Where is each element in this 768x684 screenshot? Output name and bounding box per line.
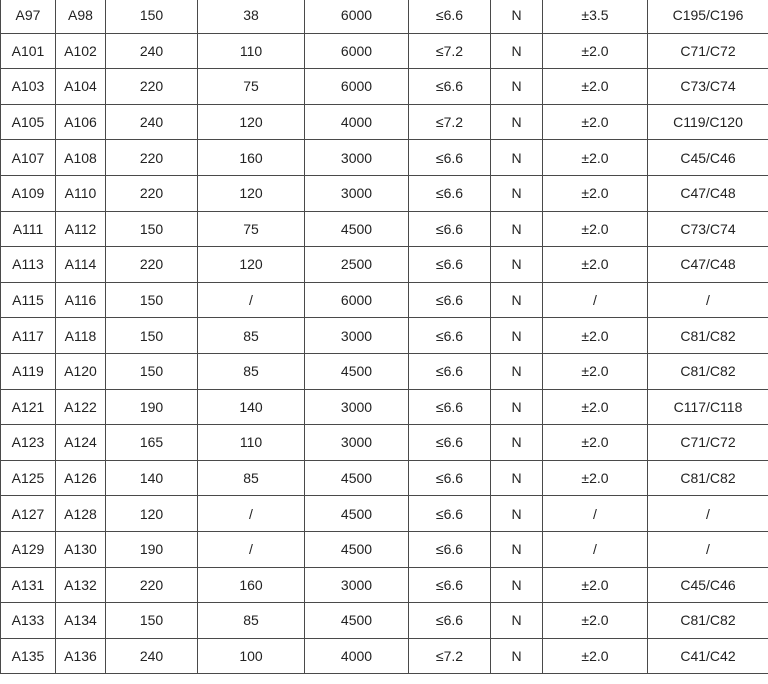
- table-row: [1, 567, 768, 603]
- value-1-cell: 220: [106, 247, 198, 283]
- code-cell: C119/C120: [648, 104, 768, 140]
- model-a-cell: A103: [1, 69, 56, 105]
- value-2-cell: 38: [198, 0, 305, 33]
- value-2-cell: 110: [198, 33, 305, 69]
- tolerance-cell: ±2.0: [543, 318, 648, 354]
- table-row: [1, 603, 768, 639]
- code-cell: C195/C196: [648, 0, 768, 33]
- flag-cell: N: [491, 638, 543, 674]
- tolerance-cell: ±2.0: [543, 247, 648, 283]
- table-row: [1, 0, 768, 33]
- flag-cell: N: [491, 247, 543, 283]
- flag-cell: N: [491, 603, 543, 639]
- table-row: [1, 496, 768, 532]
- model-a-cell: A117: [1, 318, 56, 354]
- tolerance-cell: ±2.0: [543, 140, 648, 176]
- tolerance-cell: ±2.0: [543, 567, 648, 603]
- flag-cell: N: [491, 496, 543, 532]
- model-b-cell: A98: [56, 0, 106, 33]
- flag-cell: N: [491, 33, 543, 69]
- model-b-cell: A130: [56, 531, 106, 567]
- value-3-cell: 3000: [305, 318, 409, 354]
- tolerance-cell: ±2.0: [543, 425, 648, 461]
- limit-cell: ≤7.2: [409, 33, 491, 69]
- model-b-cell: A104: [56, 69, 106, 105]
- value-3-cell: 2500: [305, 247, 409, 283]
- model-a-cell: A135: [1, 638, 56, 674]
- model-a-cell: A127: [1, 496, 56, 532]
- model-b-cell: A134: [56, 603, 106, 639]
- value-1-cell: 140: [106, 460, 198, 496]
- value-1-cell: 150: [106, 603, 198, 639]
- value-1-cell: 190: [106, 389, 198, 425]
- value-3-cell: 4500: [305, 460, 409, 496]
- model-b-cell: A108: [56, 140, 106, 176]
- model-a-cell: A121: [1, 389, 56, 425]
- tolerance-cell: ±2.0: [543, 389, 648, 425]
- flag-cell: N: [491, 211, 543, 247]
- limit-cell: ≤6.6: [409, 460, 491, 496]
- value-1-cell: 190: [106, 531, 198, 567]
- model-a-cell: A101: [1, 33, 56, 69]
- model-a-cell: A123: [1, 425, 56, 461]
- code-cell: /: [648, 496, 768, 532]
- model-b-cell: A112: [56, 211, 106, 247]
- model-a-cell: A109: [1, 175, 56, 211]
- code-cell: C41/C42: [648, 638, 768, 674]
- code-cell: C47/C48: [648, 175, 768, 211]
- code-cell: /: [648, 531, 768, 567]
- model-a-cell: A111: [1, 211, 56, 247]
- limit-cell: ≤6.6: [409, 211, 491, 247]
- value-3-cell: 3000: [305, 175, 409, 211]
- model-b-cell: A118: [56, 318, 106, 354]
- value-3-cell: 6000: [305, 33, 409, 69]
- limit-cell: ≤6.6: [409, 389, 491, 425]
- flag-cell: N: [491, 425, 543, 461]
- table-row: [1, 282, 768, 318]
- code-cell: C47/C48: [648, 247, 768, 283]
- limit-cell: ≤7.2: [409, 104, 491, 140]
- value-3-cell: 4500: [305, 211, 409, 247]
- table-row: [1, 69, 768, 105]
- flag-cell: N: [491, 104, 543, 140]
- tolerance-cell: ±2.0: [543, 33, 648, 69]
- flag-cell: N: [491, 140, 543, 176]
- limit-cell: ≤6.6: [409, 353, 491, 389]
- code-cell: C71/C72: [648, 33, 768, 69]
- model-b-cell: A124: [56, 425, 106, 461]
- value-2-cell: 85: [198, 460, 305, 496]
- flag-cell: N: [491, 0, 543, 33]
- model-a-cell: A129: [1, 531, 56, 567]
- value-3-cell: 3000: [305, 567, 409, 603]
- value-2-cell: 110: [198, 425, 305, 461]
- table-row: [1, 175, 768, 211]
- model-a-cell: A133: [1, 603, 56, 639]
- spec-table-body: [1, 0, 768, 674]
- value-1-cell: 240: [106, 104, 198, 140]
- value-1-cell: 150: [106, 211, 198, 247]
- tolerance-cell: ±2.0: [543, 638, 648, 674]
- limit-cell: ≤6.6: [409, 140, 491, 176]
- code-cell: C81/C82: [648, 603, 768, 639]
- code-cell: C45/C46: [648, 567, 768, 603]
- value-2-cell: 85: [198, 603, 305, 639]
- table-row: [1, 531, 768, 567]
- model-a-cell: A125: [1, 460, 56, 496]
- model-b-cell: A126: [56, 460, 106, 496]
- value-1-cell: 240: [106, 638, 198, 674]
- value-2-cell: 140: [198, 389, 305, 425]
- value-1-cell: 150: [106, 0, 198, 33]
- model-b-cell: A136: [56, 638, 106, 674]
- table-row: [1, 389, 768, 425]
- table-row: [1, 104, 768, 140]
- table-row: [1, 460, 768, 496]
- tolerance-cell: /: [543, 496, 648, 532]
- table-row: [1, 140, 768, 176]
- model-b-cell: A128: [56, 496, 106, 532]
- code-cell: C117/C118: [648, 389, 768, 425]
- value-2-cell: 120: [198, 247, 305, 283]
- value-3-cell: 4500: [305, 603, 409, 639]
- table-row: [1, 33, 768, 69]
- code-cell: C71/C72: [648, 425, 768, 461]
- value-1-cell: 220: [106, 567, 198, 603]
- value-1-cell: 220: [106, 140, 198, 176]
- tolerance-cell: ±2.0: [543, 603, 648, 639]
- value-1-cell: 220: [106, 175, 198, 211]
- value-1-cell: 220: [106, 69, 198, 105]
- value-3-cell: 6000: [305, 69, 409, 105]
- value-3-cell: 3000: [305, 389, 409, 425]
- model-b-cell: A110: [56, 175, 106, 211]
- model-a-cell: A115: [1, 282, 56, 318]
- flag-cell: N: [491, 282, 543, 318]
- value-1-cell: 240: [106, 33, 198, 69]
- value-3-cell: 4000: [305, 638, 409, 674]
- tolerance-cell: /: [543, 531, 648, 567]
- model-a-cell: A119: [1, 353, 56, 389]
- limit-cell: ≤6.6: [409, 175, 491, 211]
- model-b-cell: A102: [56, 33, 106, 69]
- tolerance-cell: ±2.0: [543, 104, 648, 140]
- model-b-cell: A116: [56, 282, 106, 318]
- value-1-cell: 150: [106, 318, 198, 354]
- value-3-cell: 4500: [305, 496, 409, 532]
- code-cell: C81/C82: [648, 353, 768, 389]
- code-cell: C45/C46: [648, 140, 768, 176]
- model-a-cell: A97: [1, 0, 56, 33]
- value-2-cell: 85: [198, 318, 305, 354]
- value-2-cell: 75: [198, 69, 305, 105]
- flag-cell: N: [491, 531, 543, 567]
- value-2-cell: /: [198, 496, 305, 532]
- model-a-cell: A105: [1, 104, 56, 140]
- value-2-cell: 120: [198, 104, 305, 140]
- value-3-cell: 3000: [305, 140, 409, 176]
- value-1-cell: 165: [106, 425, 198, 461]
- table-row: [1, 211, 768, 247]
- flag-cell: N: [491, 567, 543, 603]
- model-a-cell: A113: [1, 247, 56, 283]
- flag-cell: N: [491, 460, 543, 496]
- limit-cell: ≤6.6: [409, 247, 491, 283]
- code-cell: C73/C74: [648, 211, 768, 247]
- value-2-cell: 160: [198, 140, 305, 176]
- value-3-cell: 4500: [305, 353, 409, 389]
- flag-cell: N: [491, 175, 543, 211]
- tolerance-cell: ±2.0: [543, 460, 648, 496]
- tolerance-cell: ±2.0: [543, 69, 648, 105]
- tolerance-cell: ±2.0: [543, 175, 648, 211]
- model-b-cell: A114: [56, 247, 106, 283]
- tolerance-cell: /: [543, 282, 648, 318]
- flag-cell: N: [491, 389, 543, 425]
- table-row: [1, 247, 768, 283]
- model-b-cell: A132: [56, 567, 106, 603]
- code-cell: C73/C74: [648, 69, 768, 105]
- flag-cell: N: [491, 69, 543, 105]
- limit-cell: ≤6.6: [409, 425, 491, 461]
- limit-cell: ≤6.6: [409, 603, 491, 639]
- value-1-cell: 150: [106, 282, 198, 318]
- limit-cell: ≤6.6: [409, 0, 491, 33]
- table-row: [1, 425, 768, 461]
- limit-cell: ≤6.6: [409, 69, 491, 105]
- value-3-cell: 4500: [305, 531, 409, 567]
- model-a-cell: A131: [1, 567, 56, 603]
- model-b-cell: A122: [56, 389, 106, 425]
- code-cell: C81/C82: [648, 460, 768, 496]
- limit-cell: ≤6.6: [409, 282, 491, 318]
- tolerance-cell: ±2.0: [543, 211, 648, 247]
- value-3-cell: 3000: [305, 425, 409, 461]
- flag-cell: N: [491, 318, 543, 354]
- value-2-cell: 75: [198, 211, 305, 247]
- value-2-cell: /: [198, 282, 305, 318]
- table-row: [1, 353, 768, 389]
- limit-cell: ≤6.6: [409, 567, 491, 603]
- tolerance-cell: ±3.5: [543, 0, 648, 33]
- model-a-cell: A107: [1, 140, 56, 176]
- flag-cell: N: [491, 353, 543, 389]
- value-1-cell: 150: [106, 353, 198, 389]
- model-b-cell: A120: [56, 353, 106, 389]
- value-3-cell: 6000: [305, 0, 409, 33]
- model-b-cell: A106: [56, 104, 106, 140]
- code-cell: C81/C82: [648, 318, 768, 354]
- value-2-cell: /: [198, 531, 305, 567]
- value-3-cell: 6000: [305, 282, 409, 318]
- limit-cell: ≤6.6: [409, 496, 491, 532]
- limit-cell: ≤7.2: [409, 638, 491, 674]
- value-2-cell: 100: [198, 638, 305, 674]
- tolerance-cell: ±2.0: [543, 353, 648, 389]
- value-3-cell: 4000: [305, 104, 409, 140]
- value-2-cell: 120: [198, 175, 305, 211]
- value-2-cell: 85: [198, 353, 305, 389]
- value-2-cell: 160: [198, 567, 305, 603]
- table-row: [1, 318, 768, 354]
- limit-cell: ≤6.6: [409, 531, 491, 567]
- table-row: [1, 638, 768, 674]
- value-1-cell: 120: [106, 496, 198, 532]
- code-cell: /: [648, 282, 768, 318]
- limit-cell: ≤6.6: [409, 318, 491, 354]
